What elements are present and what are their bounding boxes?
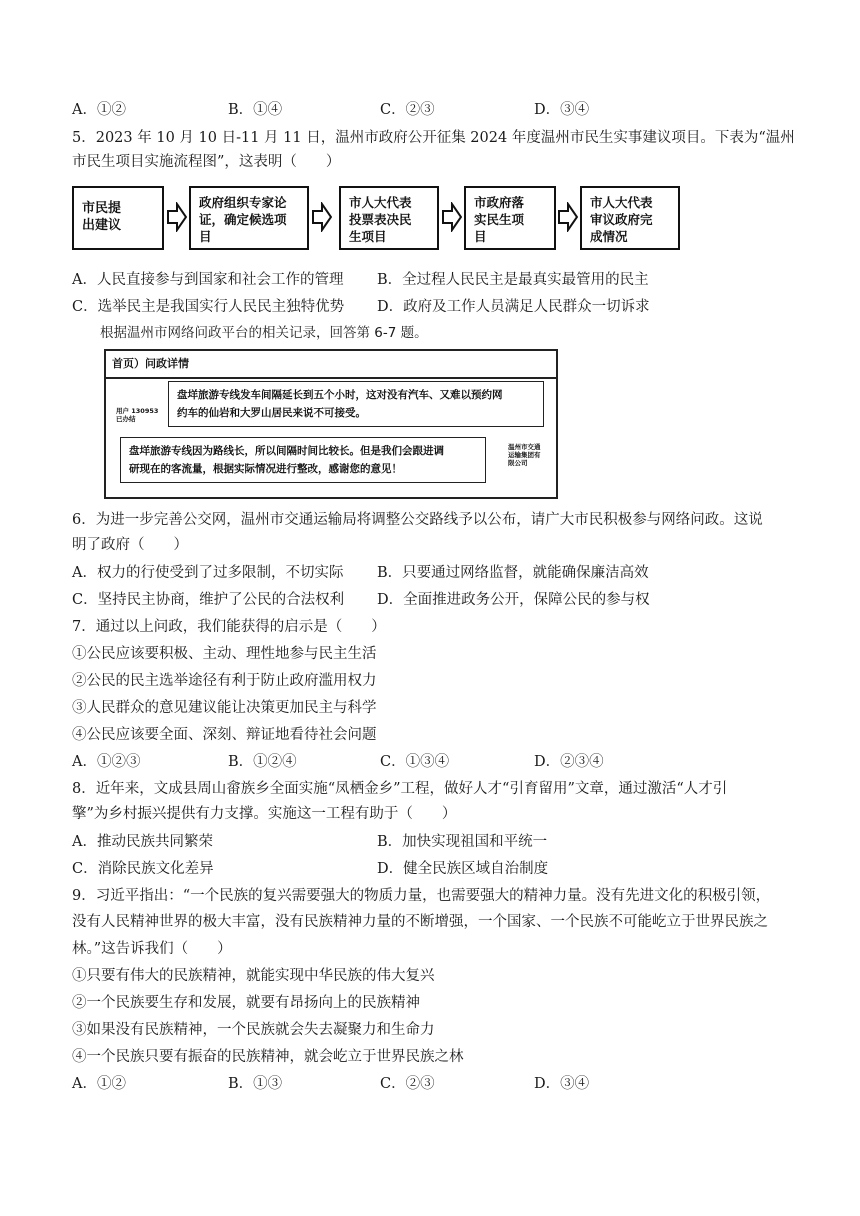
q7-item-2: ②公民的民主选举途径有利于防止政府滥用权力 xyxy=(72,673,377,689)
q5-option-a: A．人民直接参与到国家和社会工作的管理 xyxy=(72,272,344,288)
q9-option-c: C．②③ xyxy=(380,1076,435,1092)
flow-step-2: 政府组织专家论 证，确定候选项 目 xyxy=(189,186,309,250)
q7-item-4: ④公民应该要全面、深刻、辩证地看待社会问题 xyxy=(72,727,377,743)
q6-stem-line2: 明了政府（ ） xyxy=(72,537,188,553)
q4-option-b: B．①④ xyxy=(228,102,283,118)
q8-stem-line1: 8．近年来，文成县周山畲族乡全面实施“凤栖金乡”工程，做好人才“引育留用”文章，通过激活“人才引 xyxy=(72,781,728,797)
official-reply: 盘垟旅游专线因为路线长，所以间隔时间比较长。但是我们会跟进调 研现在的客流量，根据实际情况进行整改，感谢您的意见！ xyxy=(120,437,486,483)
q7-stem: 7．通过以上问政，我们能获得的启示是（ ） xyxy=(72,619,386,635)
q5-stem-line1: 5．2023 年 10 月 10 日-11 月 11 日，温州市政府公开征集 2024 年度温州市民生实事建议项目。下表为“温州 xyxy=(72,130,795,146)
q9-option-a: A．①② xyxy=(72,1076,126,1092)
intro-q6-q7: 根据温州市网络问政平台的相关记录，回答第 6-7 题。 xyxy=(100,325,428,341)
flow-arrow-icon xyxy=(312,202,332,232)
q7-item-3: ③人民群众的意见建议能让决策更加民主与科学 xyxy=(72,700,377,716)
q5-option-b: B．全过程人民民主是最真实最管用的民主 xyxy=(377,272,649,288)
q7-option-b: B．①②④ xyxy=(228,754,297,770)
q8-option-c: C．消除民族文化差异 xyxy=(72,861,214,877)
q7-option-a: A．①②③ xyxy=(72,754,141,770)
q4-option-a: A．①② xyxy=(72,102,126,118)
q5-flowchart xyxy=(72,186,788,254)
q9-item-4: ④一个民族只要有振奋的民族精神，就会屹立于世界民族之林 xyxy=(72,1049,464,1065)
q9-item-3: ③如果没有民族精神，一个民族就会失去凝聚力和生命力 xyxy=(72,1022,435,1038)
q6-option-b: B．只要通过网络监督，就能确保廉洁高效 xyxy=(377,565,649,581)
panel-header: 首页）问政详情 xyxy=(106,351,556,379)
flow-arrow-icon xyxy=(442,202,462,232)
flow-step-5: 市人大代表 审议政府完 成情况 xyxy=(580,186,680,250)
q9-item-2: ②一个民族要生存和发展，就要有昂扬向上的民族精神 xyxy=(72,995,420,1011)
flow-arrow-icon xyxy=(558,202,578,232)
q8-stem-line2: 擎”为乡村振兴提供有力支撑。实施这一工程有助于（ ） xyxy=(72,806,457,822)
q6-option-d: D．全面推进政务公开，保障公民的参与权 xyxy=(377,592,650,608)
q9-item-1: ①只要有伟大的民族精神，就能实现中华民族的伟大复兴 xyxy=(72,968,435,984)
q7-option-d: D．②③④ xyxy=(534,754,604,770)
q9-stem-line3: 林。”这告诉我们（ ） xyxy=(72,941,232,957)
flow-arrow-icon xyxy=(167,202,187,232)
q6-option-c: C．坚持民主协商，维护了公民的合法权利 xyxy=(72,592,345,608)
q5-option-c: C．选举民主是我国实行人民民主独特优势 xyxy=(72,299,345,315)
q4-option-c: C．②③ xyxy=(380,102,435,118)
q8-option-b: B．加快实现祖国和平统一 xyxy=(377,834,548,850)
q6-option-a: A．权力的行使受到了过多限制，不切实际 xyxy=(72,565,344,581)
q9-option-d: D．③④ xyxy=(534,1076,590,1092)
q9-stem-line2: 没有人民精神世界的极大丰富，没有民族精神力量的不断增强，一个国家、一个民族不可能屹立于世界民族之 xyxy=(72,914,768,930)
q8-option-a: A．推动民族共同繁荣 xyxy=(72,834,213,850)
user-label: 用户 130953 已办结 xyxy=(116,407,159,423)
flow-step-1: 市民提 出建议 xyxy=(72,186,164,250)
q6-stem-line1: 6．为进一步完善公交网，温州市交通运输局将调整公交路线予以公布，请广大市民积极参与网络问政。这说 xyxy=(72,512,763,528)
replier-label: 温州市交通 运输集团有 限公司 xyxy=(508,443,541,467)
q8-option-d: D．健全民族区域自治制度 xyxy=(377,861,549,877)
q5-stem-line2: 市民生项目实施流程图”，这表明（ ） xyxy=(72,154,341,170)
q4-option-d: D．③④ xyxy=(534,102,590,118)
q9-option-b: B．①③ xyxy=(228,1076,283,1092)
q7-item-1: ①公民应该要积极、主动、理性地参与民主生活 xyxy=(72,646,377,662)
flow-step-3: 市人大代表 投票表决民 生项目 xyxy=(339,186,439,250)
q7-option-c: C．①③④ xyxy=(380,754,450,770)
q9-stem-line1: 9．习近平指出：“一个民族的复兴需要强大的物质力量，也需要强大的精神力量。没有先进文化的积极引领， xyxy=(72,888,771,904)
q5-option-d: D．政府及工作人员满足人民群众一切诉求 xyxy=(377,299,650,315)
wenzheng-screenshot xyxy=(104,349,558,499)
flow-step-4: 市政府落 实民生项 目 xyxy=(464,186,556,250)
user-question: 盘垟旅游专线发车间隔延长到五个小时，这对没有汽车、又难以预约网 约车的仙岩和大罗山居民来说不可接受。 xyxy=(168,381,544,427)
